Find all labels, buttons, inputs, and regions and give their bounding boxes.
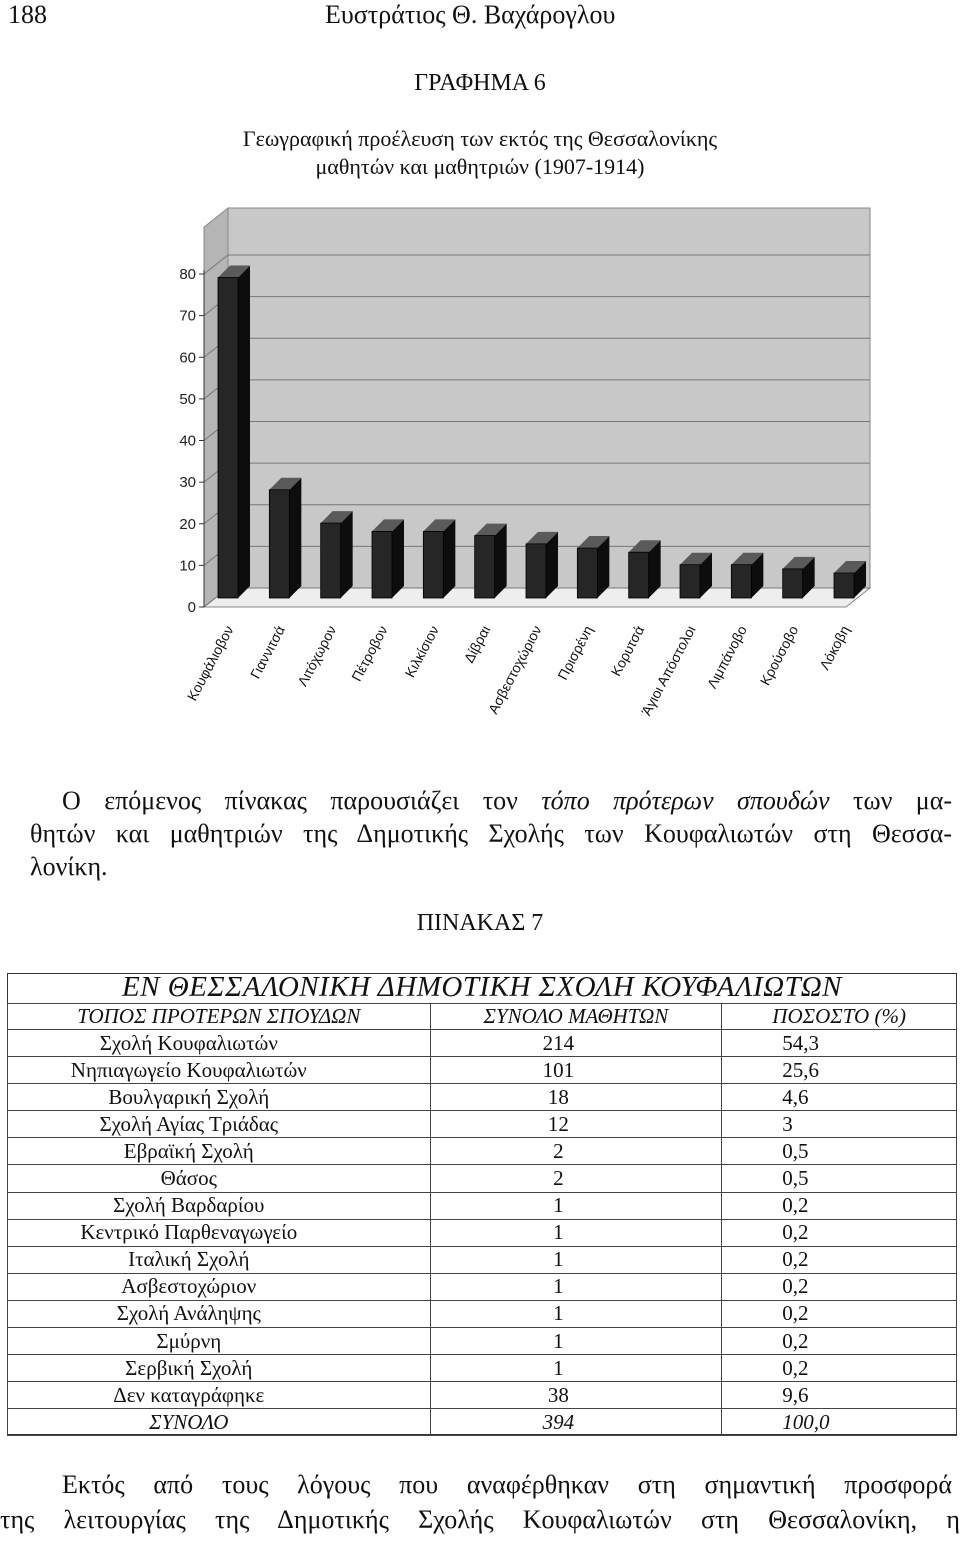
place-cell: Κεντρικό Παρθεναγωγείο bbox=[8, 1219, 431, 1246]
bar-front bbox=[680, 565, 700, 598]
bar-front bbox=[526, 544, 546, 598]
students-cell: 18 bbox=[430, 1084, 722, 1111]
bar bbox=[475, 524, 507, 598]
students-cell: 2 bbox=[430, 1138, 722, 1165]
percent-cell: 9,6 bbox=[722, 1382, 957, 1409]
x-category-label: Δίβραι bbox=[460, 622, 494, 666]
table-row bbox=[8, 1300, 957, 1327]
y-tick-label: 0 bbox=[187, 599, 196, 616]
bar-side bbox=[392, 519, 404, 598]
column-header-place: ΤΟΠΟΣ ΠΡΟΤΕΡΩΝ ΣΠΟΥΔΩΝ bbox=[8, 1004, 431, 1030]
x-category-label: Κορυτσά bbox=[607, 622, 648, 679]
table-row bbox=[8, 1030, 957, 1057]
y-tick-label: 80 bbox=[179, 266, 196, 283]
students-cell: 2 bbox=[430, 1165, 722, 1192]
x-category-label: Γιαννιτσά bbox=[246, 622, 288, 682]
place-cell: Εβραϊκή Σχολή bbox=[8, 1138, 431, 1165]
table-row bbox=[8, 1057, 957, 1084]
percent-cell: 54,3 bbox=[722, 1030, 957, 1057]
x-category-label: Ασβεστοχώριον bbox=[484, 622, 545, 717]
percent-cell: 0,2 bbox=[722, 1219, 957, 1246]
figure-caption-line2: μαθητών και μαθητριών (1907-1914) bbox=[315, 154, 645, 179]
place-cell: Νηπιαγωγείο Κουφαλιωτών bbox=[8, 1057, 431, 1084]
bar bbox=[629, 540, 661, 598]
place-cell: Σχολή Ανάληψης bbox=[8, 1300, 431, 1327]
place-cell: Ασβεστοχώριον bbox=[8, 1273, 431, 1300]
bar-front bbox=[475, 536, 495, 598]
bar-side bbox=[341, 511, 353, 598]
figure-label: ΓΡΑΦΗΜΑ 6 bbox=[414, 70, 546, 96]
table-total-row bbox=[8, 1409, 957, 1436]
x-category-label: Λιτόχωρον bbox=[294, 622, 340, 689]
total-percent: 100,0 bbox=[722, 1409, 957, 1436]
students-cell: 1 bbox=[430, 1246, 722, 1273]
bar-front bbox=[834, 573, 854, 598]
bar-front bbox=[218, 277, 238, 598]
x-category-label: Λιμπάνοβο bbox=[703, 622, 750, 692]
percent-cell: 0,2 bbox=[722, 1246, 957, 1273]
x-category-label: Κρούσοβο bbox=[756, 622, 802, 688]
bar-front bbox=[423, 531, 443, 598]
place-cell: Σμύρνη bbox=[8, 1328, 431, 1355]
bar bbox=[321, 511, 353, 598]
total-students: 394 bbox=[430, 1409, 722, 1436]
table-row bbox=[8, 1328, 957, 1355]
bar bbox=[526, 532, 558, 598]
percent-cell: 0,2 bbox=[722, 1273, 957, 1300]
bar-side bbox=[289, 478, 301, 598]
students-cell: 12 bbox=[430, 1111, 722, 1138]
paragraph1-text-a: Ο επόμενος πίνακας παρουσιάζει τον bbox=[62, 786, 542, 815]
bar bbox=[372, 519, 404, 598]
place-cell: Σχολή Αγίας Τριάδας bbox=[8, 1111, 431, 1138]
bar-front bbox=[321, 523, 341, 598]
students-cell: 1 bbox=[430, 1273, 722, 1300]
x-category-label: Πέτροβον bbox=[348, 622, 391, 684]
table-row bbox=[8, 1084, 957, 1111]
column-header-students: ΣΥΝΟΛΟ ΜΑΘΗΤΩΝ bbox=[430, 1004, 722, 1030]
table-row bbox=[8, 1246, 957, 1273]
table-title: ΕΝ ΘΕΣΣΑΛΟΝΙΚΗ ΔΗΜΟΤΙΚΗ ΣΧΟΛΗ ΚΟΥΦΑΛΙΩΤΩΝ bbox=[121, 971, 843, 1003]
y-tick-label: 70 bbox=[179, 307, 196, 325]
table-row bbox=[8, 1382, 957, 1409]
table-row bbox=[8, 1111, 957, 1138]
students-cell: 38 bbox=[430, 1382, 722, 1409]
y-tick-label: 40 bbox=[179, 432, 196, 450]
x-category-label: Λόκοβη bbox=[816, 622, 853, 673]
table-label: ΠΙΝΑΚΑΣ 7 bbox=[416, 910, 544, 936]
place-cell: Ιταλική Σχολή bbox=[8, 1246, 431, 1273]
place-cell: Σχολή Κουφαλιωτών bbox=[8, 1030, 431, 1057]
paragraph2-line1: Εκτός από τους λόγους που αναφέρθηκαν στη σημαντική προσφορά bbox=[62, 1470, 952, 1499]
percent-cell: 25,6 bbox=[722, 1057, 957, 1084]
percent-cell: 0,2 bbox=[722, 1328, 957, 1355]
place-cell: Βουλγαρική Σχολή bbox=[8, 1084, 431, 1111]
table-row bbox=[8, 1165, 957, 1192]
bar-front bbox=[731, 565, 751, 598]
table-row bbox=[8, 1192, 957, 1219]
bar bbox=[577, 536, 609, 598]
place-cell: Σερβική Σχολή bbox=[8, 1355, 431, 1382]
bar bbox=[269, 478, 301, 598]
y-tick-label: 20 bbox=[179, 515, 196, 533]
bar bbox=[423, 519, 455, 598]
bar-front bbox=[629, 552, 649, 598]
paragraph1-italic-phrase: τόπο πρότερων σπουδών bbox=[541, 786, 830, 815]
percent-cell: 0,5 bbox=[722, 1138, 957, 1165]
table-row bbox=[8, 1138, 957, 1165]
schools-table bbox=[7, 1003, 957, 1436]
students-cell: 1 bbox=[430, 1355, 722, 1382]
x-category-label: Πρισρένη bbox=[554, 622, 596, 683]
percent-cell: 0,2 bbox=[722, 1355, 957, 1382]
x-category-label: Άγιοι Απόστολοι bbox=[637, 622, 699, 718]
place-cell: Θάσος bbox=[8, 1165, 431, 1192]
paragraph1-line2: θητών και μαθητριών της Δημοτικής Σχολής των Κουφαλιωτών στη Θεσσα- bbox=[30, 819, 952, 848]
bar-chart bbox=[138, 203, 874, 741]
column-header-percent: ΠΟΣΟΣΤΟ (%) bbox=[722, 1004, 957, 1030]
paragraph1-line1 bbox=[62, 786, 952, 815]
percent-cell: 0,2 bbox=[722, 1300, 957, 1327]
students-cell: 1 bbox=[430, 1192, 722, 1219]
percent-cell: 4,6 bbox=[722, 1084, 957, 1111]
paragraph2-line2: της λειτουργίας της Δημοτικής Σχολής Κουφαλιωτών στη Θεσσαλονίκη, η bbox=[0, 1505, 960, 1534]
bar-front bbox=[269, 490, 289, 598]
table-row bbox=[8, 1355, 957, 1382]
figure-caption-line1: Γεωγραφική προέλευση των εκτός της Θεσσαλονίκης bbox=[242, 126, 718, 151]
table-row bbox=[8, 1273, 957, 1300]
place-cell: Δεν καταγράφηκε bbox=[8, 1382, 431, 1409]
students-cell: 1 bbox=[430, 1328, 722, 1355]
bar-front bbox=[783, 569, 803, 598]
percent-cell: 0,5 bbox=[722, 1165, 957, 1192]
y-tick-label: 60 bbox=[179, 349, 196, 367]
bar bbox=[218, 265, 250, 598]
bar-side bbox=[443, 519, 455, 598]
students-cell: 101 bbox=[430, 1057, 722, 1084]
bar-front bbox=[372, 531, 392, 598]
y-tick-label: 10 bbox=[179, 557, 196, 575]
percent-cell: 0,2 bbox=[722, 1192, 957, 1219]
y-axis-ticks bbox=[179, 266, 196, 616]
bar-front bbox=[577, 548, 597, 598]
page-number: 188 bbox=[8, 0, 47, 29]
paragraph1-line3: λονίκη. bbox=[30, 852, 108, 881]
y-tick-label: 50 bbox=[179, 390, 196, 408]
running-head: Ευστράτιος Θ. Βαχάρογλου bbox=[325, 0, 616, 29]
bar-side bbox=[495, 524, 507, 598]
x-category-label: Κιλκίσιον bbox=[401, 622, 442, 680]
y-tick-label: 30 bbox=[179, 474, 196, 492]
place-cell: Σχολή Βαρδαρίου bbox=[8, 1192, 431, 1219]
bar-chart-svg bbox=[138, 203, 874, 741]
percent-cell: 3 bbox=[722, 1111, 957, 1138]
table-header-row bbox=[8, 1004, 957, 1030]
total-label: ΣΥΝΟΛΟ bbox=[8, 1409, 431, 1436]
students-cell: 214 bbox=[430, 1030, 722, 1057]
x-category-label: Κουφάλιοβον bbox=[183, 622, 237, 704]
table-row bbox=[8, 1219, 957, 1246]
students-cell: 1 bbox=[430, 1219, 722, 1246]
bar-side bbox=[238, 265, 250, 598]
students-cell: 1 bbox=[430, 1300, 722, 1327]
paragraph1-text-b: των μα- bbox=[829, 786, 952, 815]
